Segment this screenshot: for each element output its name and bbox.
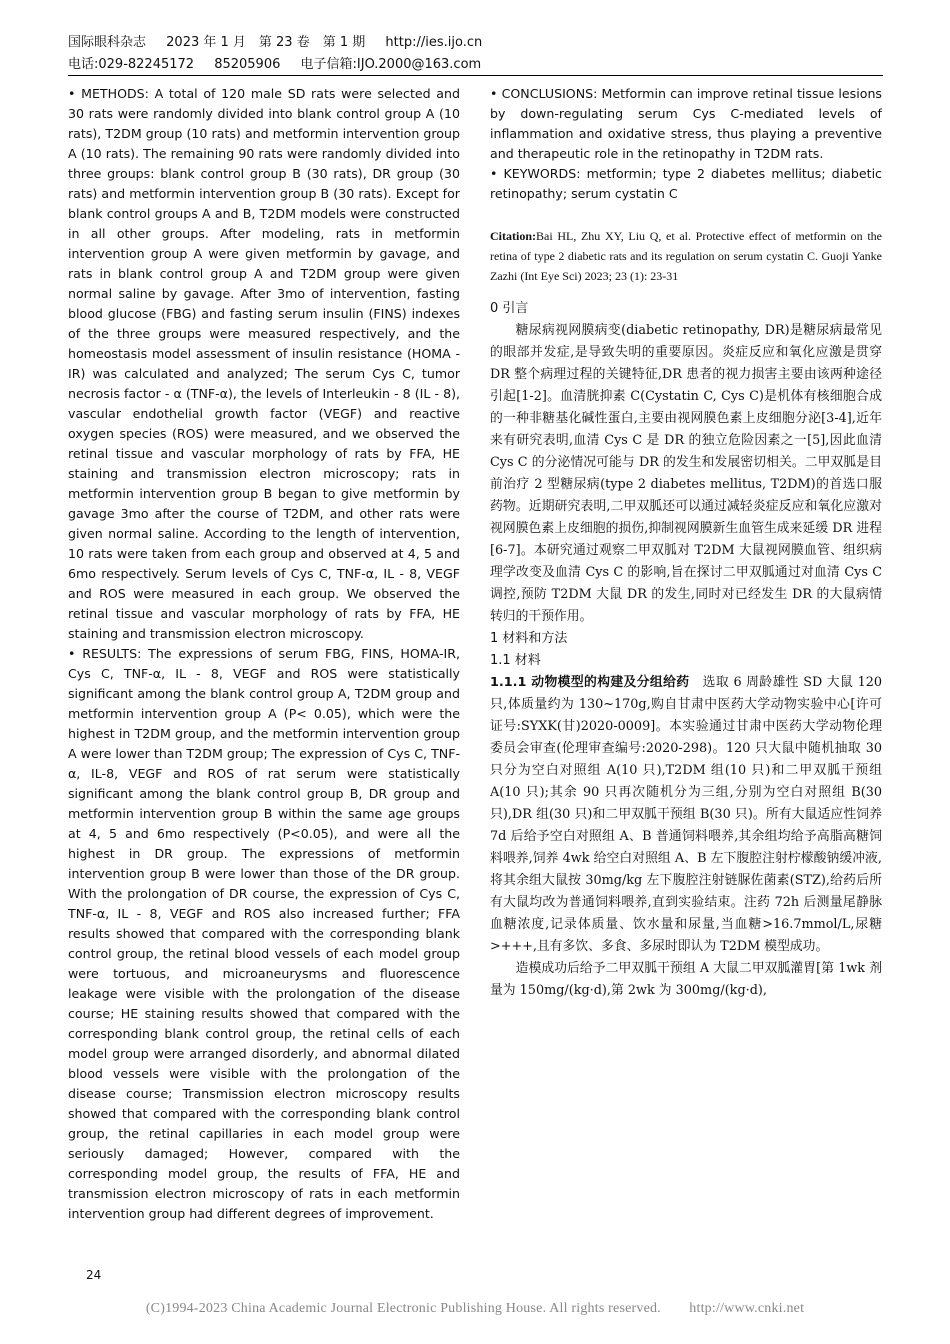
- animal-model-paragraph: [490, 672, 882, 958]
- citation-label: Citation:: [490, 229, 536, 243]
- animal-model-heading: 1.1.1 动物模型的构建及分组给药: [490, 675, 690, 690]
- abstract-conclusions: • CONCLUSIONS: Metformin can improve retinal tissue lesions by down-regulating serum Cys C-mediated levels of inflammation and oxidative stress, thus playing a preventive and therapeutic role in the retinopathy in T2DM rats.: [490, 86, 882, 161]
- page-number: 24: [86, 1268, 102, 1282]
- header-row-1: [68, 32, 498, 54]
- phone-2: 85205906: [214, 57, 281, 72]
- header-row-2: [68, 54, 498, 76]
- header-divider: [68, 75, 883, 76]
- journal-url[interactable]: http://ies.ijo.cn: [385, 35, 483, 50]
- animal-model-text: 选取 6 周龄雄性 SD 大鼠 120 只,体质量约为 130~170g,购自甘肃中医药大学动物实验中心[许可证号:SYXK(甘)2020-0009]。本实验通过甘肃中医药大学动物伦理委员会审查(伦理审查编号:2020-298)。120 只大鼠中随机抽取 30 只分为空白对照组 A(10 只),T2DM 组(10 只)和二甲双胍干预组 A(10 只);其余 90 只再次随机分为三组,分别为空白对照组 B(30 只),DR 组(30 只)和二甲双胍干预组 B(30 只)。所有大鼠适应性饲养 7d 后给予空白对照组 A、B 普通饲料喂养,其余组均给予高脂高糖饲料喂养,饲养 4wk 给空白对照组 A、B 左下腹腔注射柠檬酸钠缓冲液,将其余组大鼠按 30mg/kg 左下腹腔注射链脲佐菌素(STZ),给药后所有大鼠均改为普通饲料喂养,直到实验结束。注药 72h 后测量尾静脉血糖浓度,记录体质量、饮水量和尿量,当血糖>16.7mmol/L,尿糖>+++,且有多饮、多食、多尿时即认为 T2DM 模型成功。: [490, 675, 883, 954]
- page-header: [68, 32, 498, 76]
- materials-heading: 1.1 材料: [490, 653, 541, 668]
- abstract-methods: • METHODS: A total of 120 male SD rats were selected and 30 rats were randomly divided into blank control group A (10 rats), T2DM group (10 rats) and metformin intervention group A (10 rats). The remaining 90 rats were randomly divided into three groups: blank control group B (30 rats), DR group (30 rats) and metformin intervention group B (30 rats). Except for blank control groups A and B, T2DM models were constructed in all other groups. After modeling, rats in metformin intervention group A were given metformin by gavage, and rats in blank control group A and T2DM group were given normal saline by gavage. After 3mo of intervention, fasting blood glucose (FBG) and fasting serum insulin (FINS) indexes of the three groups were measured respectively, and the homeostasis model assessment of insulin resistance (HOMA - IR) was calculated and analyzed; The serum Cys C, tumor necrosis factor - α (TNF-α), the levels of Interleukin - 8 (IL - 8), vascular endothelial growth factor (VEGF) and reactive oxygen species (ROS) were measured, and we observed the retinal tissue and vascular morphology of rats by FFA, HE staining and transmission electron microscopy; rats in metformin intervention group B began to give metformin by gavage 3mo after the course of T2DM, and other rats were given normal saline. According to the length of intervention, 10 rats were taken from each group and observed at 4, 5 and 6mo respectively. Serum levels of Cys C, TNF-α, IL - 8, VEGF and ROS were measured in each group. We observed the retinal tissue and vascular morphology of rats by FFA, HE staining and transmission electron microscopy.: [68, 86, 460, 641]
- citation: [490, 226, 882, 286]
- journal-name: 国际眼科杂志: [68, 35, 147, 50]
- intervention-paragraph: 造模成功后给予二甲双胍干预组 A 大鼠二甲双胍灌胃[第 1wk 剂量为 150mg/(kg·d),第 2wk 为 300mg/(kg·d),: [490, 961, 882, 998]
- abstract-keywords: • KEYWORDS: metformin; type 2 diabetes mellitus; diabetic retinopathy; serum cystatin C: [490, 166, 882, 201]
- copyright-footer: (C)1994-2023 China Academic Journal Electronic Publishing House. All rights reserved. http://www.cnki.net: [145, 1301, 805, 1316]
- left-column: [68, 84, 460, 1224]
- phone: 电话:029-82245172: [68, 57, 195, 72]
- issue-info: 2023 年 1 月 第 23 卷 第 1 期: [166, 35, 366, 50]
- intro-heading: 0 引言: [490, 301, 529, 316]
- intro-paragraph: 糖尿病视网膜病变(diabetic retinopathy, DR)是糖尿病最常见的眼部并发症,是导致失明的重要原因。炎症反应和氧化应激是贯穿 DR 整个病理过程的关键特征,DR 患者的视力损害主要由该两种途径引起[1-2]。血清胱抑素 C(Cystatin C, Cys C)是机体有核细胞合成的一种非糖基化碱性蛋白,主要由视网膜色素上皮细胞分泌[3-4],近年来有研究表明,血清 Cys C 是 DR 的独立危险因素之一[5],因此血清 Cys C 的分泌情况可能与 DR 的发生和发展密切相关。二甲双胍是目前治疗 2 型糖尿病(type 2 diabetes mellitus, T2DM)的首选口服药物。近期研究表明,二甲双胍还可以通过减轻炎症反应和氧化应激对视网膜色素上皮细胞的损伤,抑制视网膜新生血管生成来延缓 DR 进程[6-7]。本研究通过观察二甲双胍对 T2DM 大鼠视网膜血管、组织病理学改变及血清 Cys C 的影响,旨在探讨二甲双胍通过对血清 Cys C 调控,预防 T2DM 大鼠 DR 的发生,同时对已经发生 DR 的大鼠病情转归的干预作用。: [490, 323, 882, 624]
- right-column: [490, 84, 882, 1002]
- citation-text: Bai HL, Zhu XY, Liu Q, et al. Protective effect of metformin on the retina of type 2 diabetic rats and its regulation on serum cystatin C. Guoji Yanke Zazhi (Int Eye Sci) 2023; 23 (1): 23-31: [490, 229, 882, 283]
- email[interactable]: 电子信箱:IJO.2000@163.com: [300, 57, 482, 72]
- methods-heading: 1 材料和方法: [490, 631, 568, 646]
- abstract-results: • RESULTS: The expressions of serum FBG, FINS, HOMA-IR, Cys C, TNF-α, IL - 8, VEGF and ROS were statistically significant among the blank control group A, T2DM group and metformin intervention group A (P< 0.05), which were the highest in T2DM group, and the metformin intervention group A were lower than T2DM group; The expression of Cys C, TNF-α, IL-8, VEGF and ROS of rat serum were statistically significant among the blank control group B, DR group and metformin intervention group B within the same age groups at 4, 5 and 6mo respectively (P<0.05), and were all the highest in DR group. The expressions of metformin intervention group B were lower than those of the DR group. With the prolongation of DR course, the expression of Cys C, TNF-α, IL - 8, VEGF and ROS also increased further; FFA results showed that compared with the corresponding blank control group, the retinal blood vessels of each model group were tortuous, and microaneurysms and fluorescence leakage were visible with the prolongation of the disease course; HE staining results showed that compared with the corresponding blank control group, the retinal cells of each model group were arranged disorderly, and abnormal dilated blood vessels were visible with the prolongation of the disease course; Transmission electron microscopy results showed that compared with the corresponding blank control group, the retinal capillaries in each model group were seriously damaged; However, compared with the corresponding model group, the results of FFA, HE and transmission electron microscopy of rats in each metformin intervention group had different degrees of improvement.: [68, 646, 460, 1221]
